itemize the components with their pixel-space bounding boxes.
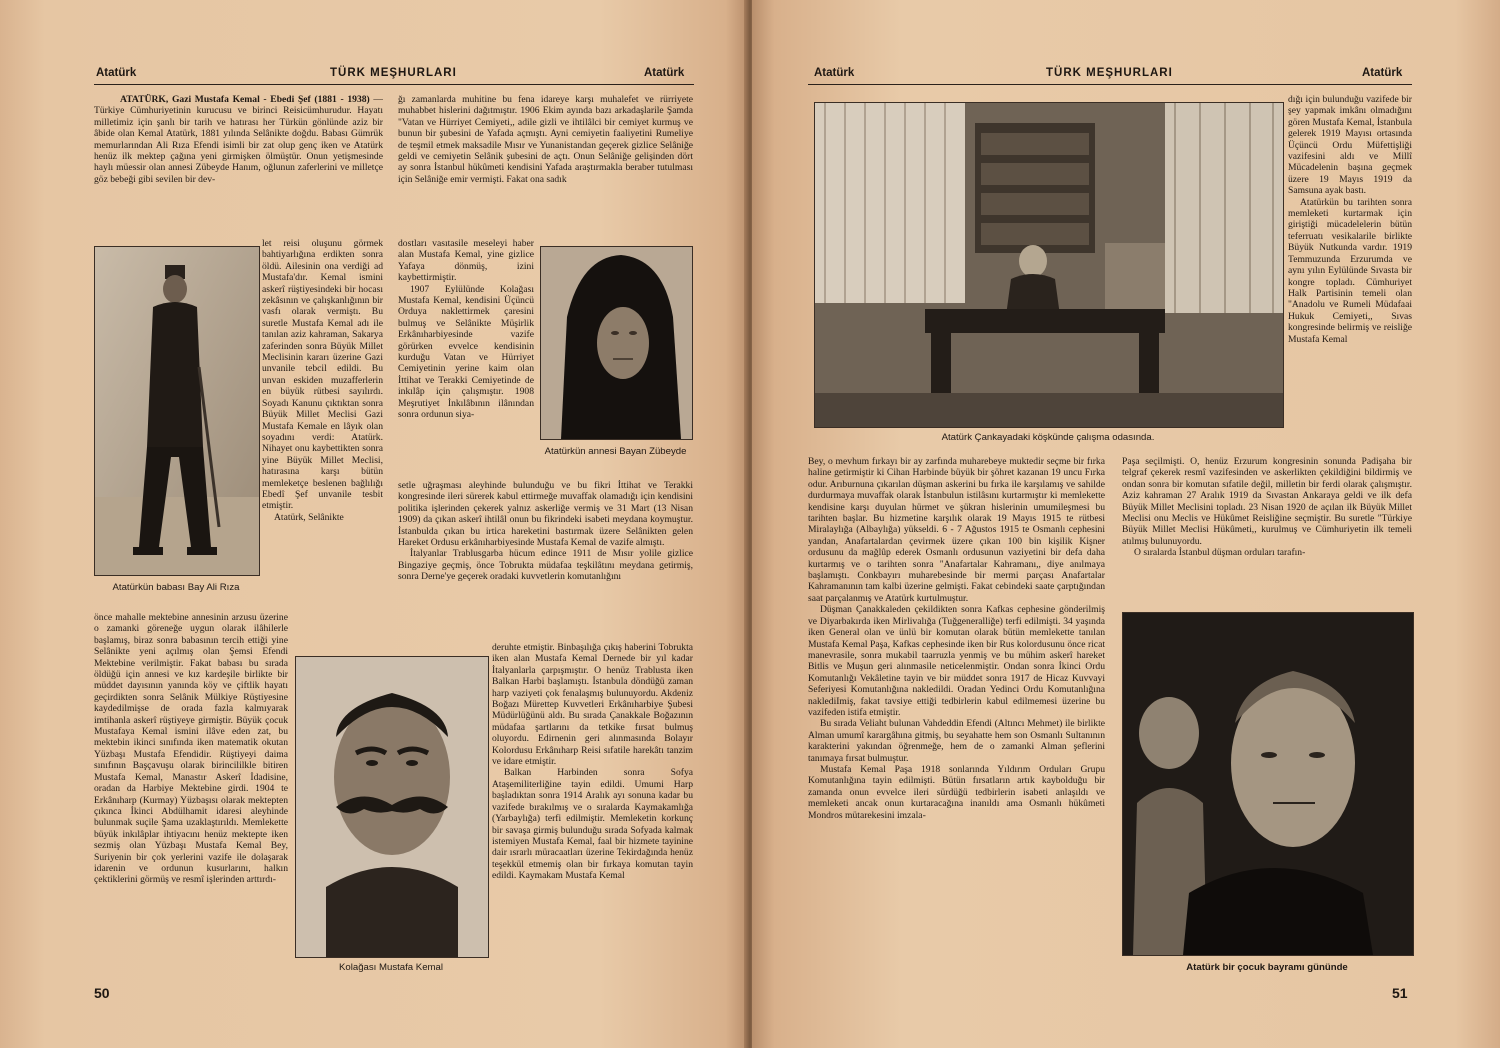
kolagasi-portrait-photo bbox=[295, 656, 489, 958]
article-column-2-narrow bbox=[398, 238, 534, 478]
article-paragraph: İtalyanlar Trablusgarba hücum edince 1911 de Mısır yolile gizlice Bingaziye geçmiş, önce Tobrukta müdafaa teşkilâtını meydana getirmiş, sonra Derne'ye geçerek oradaki kuvvetlerin komutanlığını bbox=[398, 548, 693, 583]
article-paragraph: 1907 Eylülünde Kolağası Mustafa Kemal, kendisini Üçüncü Orduya naklettirmek çaresini bulmuş ve Selânikte Müşirlik Erkânıharbiyesinde vazife görürken evvelce kendisinin kurduğu Vatan ve Hürriyet Cemiyetinin yerine kaim olan İttihat ve Terakki Cemiyetinde de inkılâp için çalışmıştır. 1908 Meşrutiyet İnkılâbının ilânından sonra ordunun siya- bbox=[398, 283, 534, 421]
article-column-2-top bbox=[398, 94, 693, 242]
article-column-1-top bbox=[94, 94, 383, 242]
father-photo bbox=[94, 246, 260, 576]
article-paragraph: Paşa seçilmişti. O, henüz Erzurum kongresinin sonunda Padişaha bir telgraf çekerek resmî vazifesinden ve askerlikten çekildiğini bildirmiş ve ondan sonra bir komutan sıfatile değil, milletin bir ferdi olarak çalışmıştır. Aziz kahraman 27 Aralık 1919 da Sıvastan Ankaraya geldi ve ilk defa Büyük Millet Meclisini topladı. 23 Nisan 1920 de açılan ilk Büyük Millet Meclisi onu Meclis ve Hükûmet Reisliğine seçmiştir. Bu suretle "Türkiye Büyük Millet Meclisi Hükûmeti,, kurulmuş ve Cümhuriyetin ilk temeli atılmış bulunuyordu. bbox=[1122, 456, 1412, 547]
article-paragraph: Balkan Harbinden sonra Sofya Ataşemiliterliğine tayin edildi. Umumi Harp başladıktan sonra 1914 Aralık ayı sonuna kadar bu vazifede bırakılmış ve o sıralarda Kaymakamlığa (Yarbaylığa) terfi edilmiştir. Memleketin korkunç bir savaşa girmiş bulunduğu sırada Sofyada kalmak istemiyen Mustafa Kemal, faal bir hizmete tayinine dair ısrarlı müracaatları üzerine Tekirdağında henüz teşekkül etmemiş olan bir fırkaya komutan tayin edildi. Kaymakam Mustafa Kemal bbox=[492, 767, 693, 882]
article-lead-text: — Türkiye Cümhuriyetinin kurucusu ve birinci Reisicümhurudur. Hayatı milletimiz için şanlı bir tarih ve hatırası her Türkün gönlünde aziz bir âbide olan Kemal Atatürk, 1881 yılında Selânikte doğdu. Babası Gümrük memurlarından Ali Rıza Efendi isimli bir zat olup genç iken ve Atatürk henüz ilk mektep çağına yeni girmişken ölmüştür. Onun yetişmesinde haylı müessir olan annesi Zübeyde Hanım, oğlunun zaferlerini ve milletçe göz bebeği gibi sevilen bir dev- bbox=[94, 94, 383, 185]
article-lead-title: Gazi Mustafa Kemal - Ebedi Şef (1881 - 1938) bbox=[171, 94, 370, 105]
article-column-b bbox=[1122, 456, 1412, 604]
article-paragraph: Atatürkün bu tarihten sonra memleketi kurtarmak için giriştiği mücadelelerin bütün teferruatı vesikalarile birlikte Büyük Nutkunda vardır. 1919 Temmuzunda Erzurumda ve aynı yılın Eylülünde Sıvasta bir kongre topladı. Cümhuriyet Halk Partisinin temeli olan "Anadolu ve Rumeli Müdafaai Hukuk Cemiyeti,, Sıvas kongresinde belirmiş ve reisliğe Mustafa Kemal bbox=[1288, 196, 1412, 345]
header-rule bbox=[808, 84, 1412, 85]
study-caption: Atatürk Çankayadaki köşkünde çalışma odasında. bbox=[941, 432, 1155, 443]
mother-caption: Atatürkün annesi Bayan Zübeyde bbox=[544, 446, 687, 457]
article-column-a bbox=[808, 456, 1105, 974]
article-paragraph: Bu sırada Veliaht bulunan Vahdeddin Efendi (Altıncı Mehmet) ile birlikte Alman umumî karargâhına gitmiş, bu seyahatte hem son Osmanlı Sultanının karakterini yakından öğrenmeğe, hem de o zamanki Alman şeflerini tanımaya fırsat bulmuştur. bbox=[808, 718, 1105, 764]
father-caption: Atatürkün babası Bay Ali Rıza bbox=[112, 582, 240, 593]
header-rule bbox=[94, 84, 694, 85]
article-side-column bbox=[1288, 94, 1412, 456]
article-column-1-bottom bbox=[94, 612, 288, 980]
study-room-photo bbox=[814, 102, 1284, 428]
right-page bbox=[752, 0, 1500, 1048]
running-head-center: TÜRK MEŞHURLARI bbox=[1046, 67, 1173, 79]
article-paragraph: Düşman Çanakkaleden çekildikten sonra Kafkas cephesine gönderilmiş ve Diyarbakırda iken Mirlivalığa (Tuğgeneralliğe) terfi edilmişti. 34 yaşında iken General olan ve ünlü bir komutan olarak bütün memlekette tanılan Mustafa Kemal Paşa, Kafkas cephesinde iken bir Rus kolordusunu önce ricat manevrasile, sonra mukabil taarruzla yenmiş ve bu mühim askerî hareket Bitlis ve Muşun geri alınmasile neticelenmiştir. Ondan sonra İkinci Ordu Komutanlığı Vekâletine tayin ve bir müddet sonra 1917 de Hicaz Kuvvayi Seferiyesi Komutanlığına nakledildi. Oradan Yedinci Ordu Komutanlığına naklediImiş, fakat tavsiye ettiği tedbirlerin kabul edilmemesi üzerine bu vazifeden istifa etmiştir. bbox=[808, 604, 1105, 718]
childrens-day-caption: Atatürk bir çocuk bayramı gününde bbox=[1186, 962, 1348, 973]
article-paragraph: let reisi oluşunu görmek bahtiyarlığına erdikten sonra öldü. Ailesinin ona verdiği ad Mustafa'dır. Kemal ismini askerî rüştiyesindeki bir hocası zekâsının ve çalışkanlığının bir vasfı olarak vermiştı. Bu suretle Mustafa Kemal adı ile tanılan aziz kahraman, Sakarya zaferinden sonra Büyük Millet Meclisinin kararı üzerine Gazi unvanile tebcil edildi. Bu unvan eskiden muzafferlerin en büyük rütbesi sayılırdı. Soyadı Kanunu çıktıktan sonra Büyük Millet Meclisi Gazi Mustafa Kemale en lâyık olan soyadını verdi: Atatürk. Nihayet onu kaybettikten sonra yine Büyük Millet Meclisi, hatırasına karşı bütün memleketçe beslenen bağlılığı Ebedî Şef unvanile tesbit etmiştir. bbox=[262, 238, 383, 512]
left-page bbox=[0, 0, 748, 1048]
page-number-left: 50 bbox=[94, 985, 110, 1001]
article-column-2-bottom bbox=[492, 642, 693, 976]
article-paragraph: Mustafa Kemal Paşa 1918 sonlarında Yıldırım Orduları Grupu Komutanlığına tayin edilmişti. Bütün fırsatların artık kaybolduğu bir zamanda onun evvelce ileri sürdüğü tedbirlerin isabeti anlaşıldı ve memleketi ancak onun kurtaracağına inanıldı ama Osmanlı hükûmeti Mondros mütarekesini imzala- bbox=[808, 763, 1105, 821]
article-paragraph: dığı için bulunduğu vazifede bir şey yapmak imkânı olmadığını gören Mustafa Kemal, İstanbula gelerek 1919 Mayısı ortasında Üçüncü Ordu Müfettişliği vazifesini aldı ve Millî Mücadelenin başına geçmek üzere 19 Mayıs 1919 da Samsuna ayak bastı. bbox=[1288, 94, 1412, 197]
childrens-day-photo bbox=[1122, 612, 1414, 956]
running-head-left: Atatürk bbox=[96, 67, 137, 79]
portrait-caption: Kolağası Mustafa Kemal bbox=[339, 962, 443, 973]
article-lead bbox=[94, 94, 383, 185]
article-column-2-middle bbox=[398, 480, 693, 644]
article-paragraph: setle uğraşması aleyhinde bulunduğu ve bu fikri İttihat ve Terakki kongresinde ileri sürerek kabul ettirmeğe muvaffak olamadığı için kendisini politika işlerinden çekerek yalnız askerliğe vermiş ve 31 Mart (13 Nisan 1909) da çıkan askerî ihtilâl onun bu fikrindeki isabeti meydana koymuştur. İstanbulda çıkan bu irtica hareketini bastırmak üzere Selânikten gelen Hareket Ordusu erkânıharbiyesinde Mustafa Kemal de vazife almıştı. bbox=[398, 480, 693, 549]
article-paragraph: deruhte etmiştir. Binbaşılığa çıkış haberini Tobrukta iken alan Mustafa Kemal Dernede bir yıl kadar İtalyanlarla çarpışmıştır. O henüz Trablusta iken Balkan Harbi başlamıştı. İstanbula döndüğü zaman harp vaziyeti çok fenalaşmış bulunuyordu. Akdeniz Boğazı Mürettep Kuvvetleri Erkânıharbiye Şubesi Müdürlüğünü aldı. Bu sırada Çanakkale Boğazının müdafaa şartlarını da tetkike fırsat bulmuş oluyordu. Edirnenin geri alınmasında Bolayır Kolordusu Erkânıharp Reisi sıfatile harekâtı tanzim ve idare etmiştir. bbox=[492, 642, 693, 768]
article-paragraph: O sıralarda İstanbul düşman orduları tarafın- bbox=[1134, 547, 1306, 559]
article-column-1-narrow bbox=[262, 238, 383, 598]
article-lead-name: ATATÜRK, bbox=[120, 94, 169, 105]
article-paragraph: Bey, o mevhum fırkayı bir ay zarfında muharebeye muktedir seçme bir fırka haline getirmiştir ki Cihan Harbinde büyük bir şöhret kazanan 19 uncu Fırka odur. Arıburnuna çıkarılan düşman askerini bu fırka ile karşılamış ve sahilde durdurmaya muvaffak olarak İstanbulun istilâsını kurtarmıştır ki memlekette kendisine karşı duyulan hürmet ve şükran hislerinin umumileşmesi bu tarihten başlar. Bu hizmetine karşılık olarak 19 Mayıs 1915 te rütbesi Miralaylığa (Albaylığa) yükseldi. 6 - 7 Ağustos 1915 te Osmanlı cephesini yandan, Anafartalardan çevirmek üzere çıkan 100 bin kişilik Kişner ordusunu da mağlûp ederek Osmanlı ordusunun vaziyetini bir defa daha kurtarmış ve o tarihten sonra "Anafartalar Kahramanı,, diye anılmaya başlamıştı. Conkbayırı muharebesinde bir mermi parçası Anafartalar Kahramanının tam kalbi üzerine gelmişti. Fakat cebindeki saate çarptığından saat parçalanmış ve Atatürk kurtulmuştur. bbox=[808, 456, 1105, 604]
running-head-left: Atatürk bbox=[814, 67, 855, 79]
mother-photo bbox=[540, 246, 693, 440]
article-paragraph: Atatürk, Selânikte bbox=[274, 511, 344, 523]
article-paragraph: önce mahalle mektebine annesinin arzusu üzerine o zamanki göreneğe uygun olarak ilâhilerle başlamış, biraz sonra babasının tercih ettiği yine Selânikte yeni açılmış olan Şemsi Efendi Mektebine verilmiştir. Fakat babası bu sırada öldüğü için annesi ve kız kardeşile birlikte bir müddet dayısının yanında köy ve çiftlik hayatı geçirdikten sonra Selânik Mülkiye Rüştiyesine kaydedilmişse de orada fazla kalmıyarak imtihanla askerî rüştiyeye girmiştir. Büyük çocuk Mustafaya Kemal ismini ilâve eden zat, bu mektebin ikinci sınıfında iken matematik okutan Yüzbaşı Mustafa Efendidir. Rüştiyeyi daima sınıfının Başçavuşu olarak birincililkle bitiren Mustafa Kemal, Manastır Askerî İdadisine, oradan da Harbiye Mektebine girdi. 1904 te Erkânıharp (Kurmay) Yüzbaşısı olarak mektepten çıkınca İkinci Abdülhamit idaresi aleyhinde bulunmak suçile Şama uzaklaştırıldı. Memlekette büyük inkılâplar ihtiyacını henüz mektepte iken sezmiş olan Yüzbaşı Mustafa Kemal Bey, Suriyenin bir çok yerlerini vazife ile dolaşarak idarenin ve ordunun kusurlarını, halkın çektiklerini görmüş ve resmî işlerinden arttırdı- bbox=[94, 612, 288, 886]
running-head-right: Atatürk bbox=[644, 67, 685, 79]
running-head-center: TÜRK MEŞHURLARI bbox=[330, 67, 457, 79]
article-paragraph: ğı zamanlarda muhitine bu fena idareye karşı muhalefet ve rürriyete muhabbet hislerini dağıtmıştır. 1906 Ekim ayında bazı arkadaşlarile Şamda "Vatan ve Hürriyet Cemiyeti,, adile gizli ve ihtilâlci bir cemiyet kurmuş ve bunun bir şubesini de Yafada açmıştı. Ayni cemiyetin faaliyetini Rumeliye de teşmil etmek maksadile Mısır ve Yunanistandan geçerek gizlice Selâniğe geldi ve cemiyetin Selânik şubesini de açtı. Onun Selâniğe gelişinden dört ay sonra İstanbul hükûmeti kendisini Yafada araştırmakla beraber tutulması için Selâniğe emir vermişti. Fakat ona sadık bbox=[398, 94, 693, 185]
article-paragraph: dostları vasıtasile meseleyi haber alan Mustafa Kemal, yine gizlice Yafaya dönmüş, izini kaybettirmiştir. bbox=[398, 238, 534, 284]
running-head-right: Atatürk bbox=[1362, 67, 1403, 79]
page-number-right: 51 bbox=[1392, 985, 1408, 1001]
